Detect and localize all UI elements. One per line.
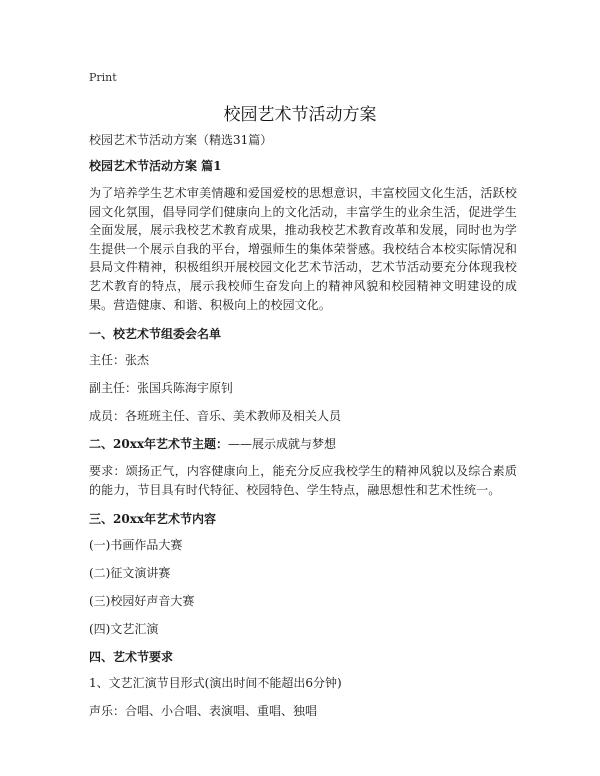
page-title: 校园艺术节活动方案 bbox=[223, 105, 377, 125]
theme-heading-text: ——展示成就与梦想 bbox=[228, 437, 337, 452]
contents-item: (四)文艺汇演 bbox=[89, 622, 159, 637]
committee-director: 主任：张杰 bbox=[89, 353, 150, 368]
intro-paragraph: 为了培养学生艺术审美情趣和爱国爱校的思想意识，丰富校园文化生活，活跃校园文化氛围，倡导同学们健康向上的文化活动，丰富学生的业余生活，促进学生全面发展，展示我校艺术教育成果，推动我校艺术教育改革和发展，同时也为学生提供一个展示自我的平台，增强师生的集体荣誉感。我校结合本校实际情况和县局文件精神，积极组织开展校园文化艺术节活动，艺术节活动要充分体现我校艺术教育的特点，展示我校师生奋发向上的精神风貌和校园精神文明建设的成果。营造健康、和谐、积极向上的校园文化。 bbox=[89, 186, 517, 312]
theme-requirement: 要求：颂扬正气，内容健康向上，能充分反应我校学生的精神风貌以及综合素质的能力，节目具有时代特征、校园特色、学生特点，融思想性和艺术性统一。 bbox=[89, 464, 517, 497]
contents-item: (一)书画作品大赛 bbox=[89, 538, 183, 553]
requirements-item: 1、文艺汇演节目形式(演出时间不能超出6分钟) bbox=[89, 676, 342, 691]
committee-deputy: 副主任：张国兵陈海宇原钊 bbox=[89, 381, 234, 396]
print-link[interactable]: Print bbox=[89, 71, 117, 84]
document-subtitle: 校园艺术节活动方案（精选31篇） bbox=[89, 133, 273, 147]
requirements-vocal: 声乐：合唱、小合唱、表演唱、重唱、独唱 bbox=[89, 704, 318, 719]
document-body bbox=[89, 158, 517, 731]
contents-item: (二)征文演讲赛 bbox=[89, 566, 171, 581]
theme-heading bbox=[89, 436, 517, 452]
contents-heading: 三、20xx年艺术节内容 bbox=[89, 512, 217, 527]
section-title: 校园艺术节活动方案 篇1 bbox=[89, 159, 222, 173]
theme-heading-label: 二、20xx年艺术节主题： bbox=[89, 437, 229, 452]
requirements-heading: 四、艺术节要求 bbox=[89, 650, 174, 665]
committee-members: 成员：各班班主任、音乐、美术教师及相关人员 bbox=[89, 409, 342, 424]
contents-item: (三)校园好声音大赛 bbox=[89, 594, 195, 609]
committee-heading: 一、校艺术节组委会名单 bbox=[89, 327, 222, 342]
